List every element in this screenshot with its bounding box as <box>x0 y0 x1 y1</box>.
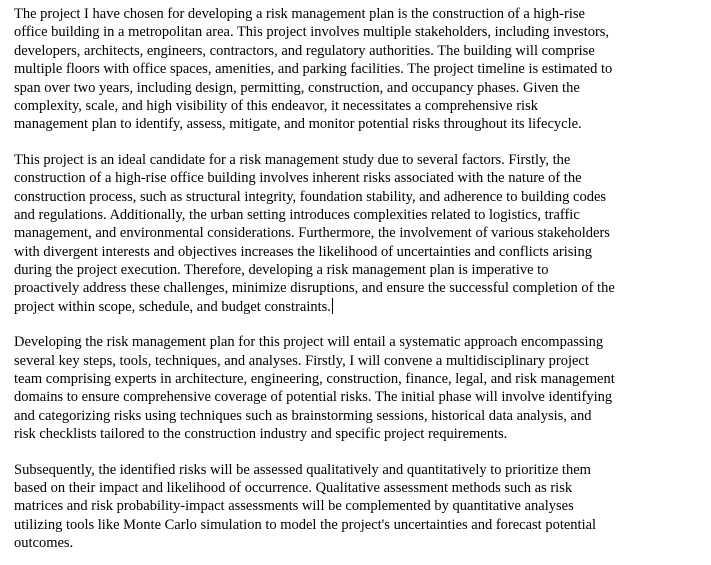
text-cursor <box>332 298 333 314</box>
text-line: developers, architects, engineers, contractors, and regulatory authorities. The building will comprise <box>14 42 595 59</box>
text-line: management, and environmental considerations. Furthermore, the involvement of various stakeholders <box>14 225 610 242</box>
text-line: several key steps, tools, techniques, and analyses. Firstly, I will convene a multidisciplinary project <box>14 352 589 369</box>
text-line: during the project execution. Therefore, developing a risk management plan is imperative to <box>14 262 549 279</box>
text-line: multiple floors with office spaces, amenities, and parking facilities. The project timeline is estimated to <box>14 61 613 78</box>
text-line: span over two years, including design, permitting, construction, and occupancy phases. Given the <box>14 79 580 96</box>
text-line: office building in a metropolitan area. This project involves multiple stakeholders, including investors, <box>14 24 610 41</box>
text-line: matrices and risk probability-impact assessments will be complemented by quantitative analyses <box>14 498 574 515</box>
text-line: team comprising experts in architecture, engineering, construction, finance, legal, and risk management <box>14 371 615 388</box>
text-line: with divergent interests and objectives increases the likelihood of uncertainties and conflicts arising <box>14 243 592 260</box>
text-line: outcomes. <box>14 535 74 552</box>
text-line: based on their impact and likelihood of occurrence. Qualitative assessment methods such as risk <box>14 479 573 496</box>
text-line: Developing the risk management plan for this project will entail a systematic approach encompassing <box>14 334 604 351</box>
text-line: Subsequently, the identified risks will be assessed qualitatively and quantitatively to prioritize them <box>14 461 591 478</box>
text-line: complexity, scale, and high visibility of this endeavor, it necessitates a comprehensive risk <box>14 97 538 114</box>
text-line: domains to ensure comprehensive coverage of potential risks. The initial phase will involve identifying <box>14 389 613 406</box>
paragraph-spacing <box>14 316 682 333</box>
text-line: construction of a high-rise office building involves inherent risks associated with the nature of the <box>14 170 582 187</box>
text-line: and regulations. Additionally, the urban setting introduces complexities related to logistics, traffic <box>14 206 580 223</box>
paragraph-rationale <box>14 151 682 317</box>
paragraph-assessment <box>14 461 682 553</box>
text-line: project within scope, schedule, and budget constraints. <box>14 298 331 315</box>
paragraph-approach <box>14 333 682 443</box>
text-line: This project is an ideal candidate for a risk management study due to several factors. Firstly, the <box>14 151 571 168</box>
paragraph-project-description <box>14 5 682 134</box>
text-line: utilizing tools like Monte Carlo simulation to model the project's uncertainties and forecast potential <box>14 516 597 533</box>
document-body[interactable] <box>14 5 682 553</box>
paragraph-spacing <box>14 444 682 461</box>
text-line-with-caret <box>14 298 682 316</box>
text-line: risk checklists tailored to the construction industry and specific project requirements. <box>14 426 508 443</box>
text-line: management plan to identify, assess, mitigate, and monitor potential risks throughout its lifecycle. <box>14 116 582 133</box>
text-line: proactively address these challenges, minimize disruptions, and ensure the successful completion of the <box>14 280 615 297</box>
text-line: The project I have chosen for developing a risk management plan is the construction of a high-rise <box>14 6 585 22</box>
text-line: construction process, such as structural integrity, foundation stability, and adherence to building codes <box>14 188 607 205</box>
paragraph-spacing <box>14 134 682 151</box>
text-line: and categorizing risks using techniques such as brainstorming sessions, historical data analysis, and <box>14 407 592 424</box>
